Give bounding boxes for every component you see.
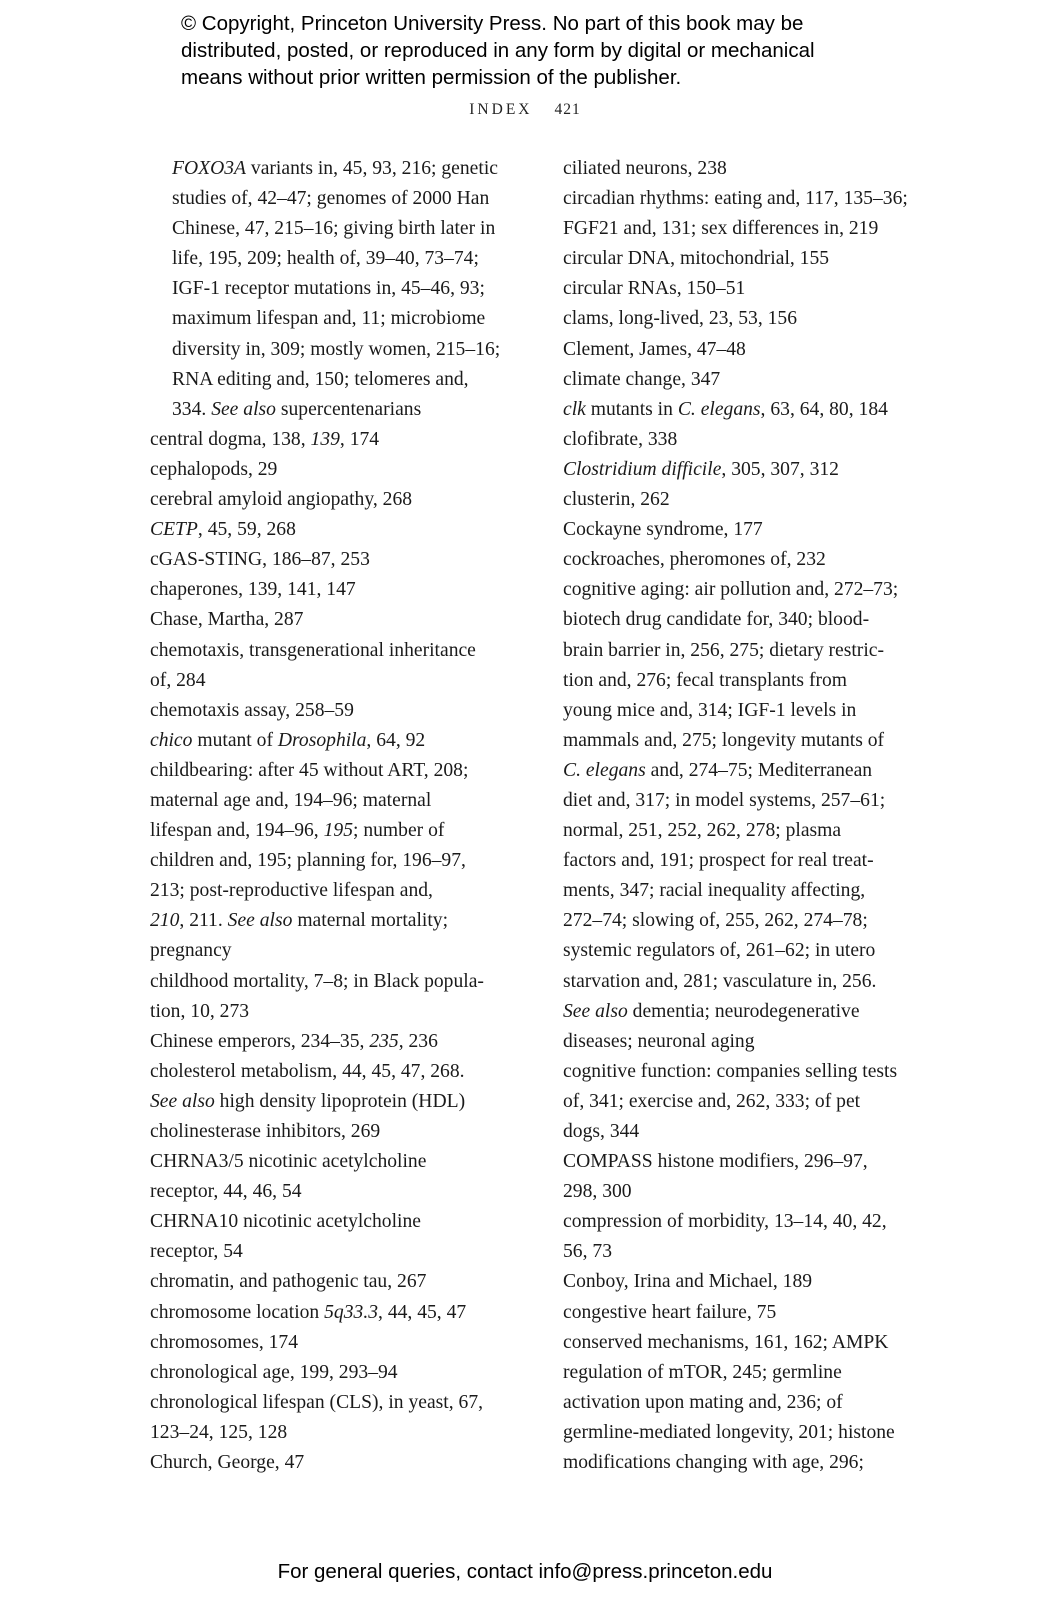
index-line: climate change, 347 [563,368,721,390]
index-line: germline-mediated longevity, 201; histone [563,1421,895,1443]
index-entry [150,1358,525,1388]
copyright-notice [181,10,1001,91]
index-entry [563,515,943,545]
index-line: C. elegans and, 274–75; Mediterranean [563,759,873,781]
index-entry [563,304,943,334]
index-line: 123–24, 125, 128 [150,1421,288,1443]
index-entry [150,425,525,455]
index-entry [150,485,525,515]
copyright-line: distributed, posted, or reproduced in any form by digital or mechanical [181,39,815,62]
index-entry [563,455,943,485]
index-line: chemotaxis, transgenerational inheritance [150,639,476,661]
index-column-left [150,154,525,1478]
index-entry [150,726,525,756]
index-line: chromatin, and pathogenic tau, 267 [150,1271,427,1293]
index-entry [150,756,525,967]
index-line: circular RNAs, 150–51 [563,278,746,300]
index-entry [563,1057,943,1147]
index-line: chromosomes, 174 [150,1331,299,1353]
index-entry [563,1147,943,1207]
index-line: 272–74; slowing of, 255, 262, 274–78; [563,910,868,932]
index-entry [150,1027,525,1057]
index-entry [563,545,943,575]
index-line: cholinesterase inhibitors, 269 [150,1121,381,1142]
index-entry [563,365,943,395]
index-line: cephalopods, 29 [150,458,278,480]
index-line: mammals and, 275; longevity mutants of [563,729,885,751]
index-line: FOXO3A variants in, 45, 93, 216; genetic [172,158,498,179]
index-line: ciliated neurons, 238 [563,158,727,179]
index-entry [150,575,525,605]
index-entry [563,1267,943,1297]
copyright-line: means without prior written permission of the publisher. [181,66,682,89]
index-line: Clostridium difficile, 305, 307, 312 [563,458,839,480]
index-line: cognitive aging: air pollution and, 272–73; [563,579,899,601]
index-entry [150,1298,525,1328]
index-line: tion, 10, 273 [150,1000,250,1022]
index-line: diet and, 317; in model systems, 257–61; [563,789,886,811]
index-line: clams, long-lived, 23, 53, 156 [563,308,798,330]
index-line: 334. See also supercentenarians [172,398,422,420]
index-entry [150,1207,525,1267]
index-line: circular DNA, mitochondrial, 155 [563,248,830,270]
index-line: maternal age and, 194–96; maternal [150,789,432,811]
index-entry [563,274,943,304]
index-column-right [563,154,943,1478]
index-entry [150,154,525,425]
index-entry [563,1298,943,1328]
index-line: maximum lifespan and, 11; microbiome [172,308,486,330]
index-line: CETP, 45, 59, 268 [150,519,296,541]
index-line: cerebral amyloid angiopathy, 268 [150,489,413,511]
index-line: See also dementia; neurodegenerative [563,1000,860,1022]
index-line: chico mutant of Drosophila, 64, 92 [150,729,426,751]
index-line: compression of morbidity, 13–14, 40, 42, [563,1211,887,1233]
index-line: brain barrier in, 256, 275; dietary restric- [563,639,885,661]
index-line: central dogma, 138, 139, 174 [150,428,380,450]
index-line: 213; post-reproductive lifespan and, [150,880,433,902]
index-line: 210, 211. See also maternal mortality; [150,910,449,932]
index-line: regulation of mTOR, 245; germline [563,1361,842,1383]
index-line: Conboy, Irina and Michael, 189 [563,1271,813,1293]
index-line: clk mutants in C. elegans, 63, 64, 80, 184 [563,398,888,420]
index-line: COMPASS histone modifiers, 296–97, [563,1151,868,1173]
index-line: diseases; neuronal aging [563,1030,755,1052]
index-entry [150,1057,525,1117]
index-entry [150,1388,525,1448]
index-entry [563,154,943,184]
index-line: tion and, 276; fecal transplants from [563,669,848,691]
index-line: Cockayne syndrome, 177 [563,519,763,541]
index-line: circadian rhythms: eating and, 117, 135–36; [563,188,908,210]
index-line: receptor, 54 [150,1241,243,1263]
index-entry [563,244,943,274]
index-line: cockroaches, pheromones of, 232 [563,549,826,571]
index-entry [563,575,943,1057]
running-head [0,101,1050,119]
index-entry [150,545,525,575]
index-line: 298, 300 [563,1181,632,1203]
index-line: systemic regulators of, 261–62; in utero [563,940,876,962]
copyright-line: © Copyright, Princeton University Press. No part of this book may be [181,12,804,35]
index-line: CHRNA3/5 nicotinic acetylcholine [150,1151,427,1173]
index-entry [563,335,943,365]
index-line: FGF21 and, 131; sex differences in, 219 [563,218,879,240]
index-entry [150,1117,525,1147]
index-line: congestive heart failure, 75 [563,1301,777,1323]
index-line: dogs, 344 [563,1121,640,1142]
index-line: CHRNA10 nicotinic acetylcholine [150,1211,421,1233]
index-entry [150,636,525,696]
index-line: biotech drug candidate for, 340; blood- [563,609,870,631]
index-line: chaperones, 139, 141, 147 [150,579,356,601]
index-line: 56, 73 [563,1241,612,1263]
index-line: Chinese, 47, 215–16; giving birth later in [172,218,496,240]
index-entry [150,455,525,485]
index-entry [150,605,525,635]
index-line: normal, 251, 252, 262, 278; plasma [563,820,842,842]
index-line: conserved mechanisms, 161, 162; AMPK [563,1331,889,1353]
section-label: INDEX [469,101,533,118]
index-line: childhood mortality, 7–8; in Black popula- [150,970,484,992]
index-line: Clement, James, 47–48 [563,338,746,360]
index-line: Chase, Martha, 287 [150,609,304,631]
index-entry [563,1207,943,1267]
index-entry [150,1267,525,1297]
index-entry [150,1147,525,1207]
index-entry [150,967,525,1027]
index-line: childbearing: after 45 without ART, 208; [150,759,469,781]
index-line: lifespan and, 194–96, 195; number of [150,820,445,842]
page-number: 421 [554,101,581,118]
index-line: starvation and, 281; vasculature in, 256. [563,970,877,992]
index-line: children and, 195; planning for, 196–97, [150,850,466,872]
index-line: chronological age, 199, 293–94 [150,1361,398,1383]
index-line: Chinese emperors, 234–35, 235, 236 [150,1030,438,1052]
index-line: chronological lifespan (CLS), in yeast, 67, [150,1391,484,1413]
index-line: activation upon mating and, 236; of [563,1391,843,1413]
index-line: studies of, 42–47; genomes of 2000 Han [172,188,490,210]
index-line: cholesterol metabolism, 44, 45, 47, 268. [150,1060,465,1082]
index-line: diversity in, 309; mostly women, 215–16; [172,338,501,360]
index-entry [563,1328,943,1478]
index-line: clofibrate, 338 [563,428,678,450]
index-line: IGF-1 receptor mutations in, 45–46, 93; [172,278,485,300]
footer-contact: For general queries, contact info@press.princeton.edu [277,1560,773,1583]
index-line: Church, George, 47 [150,1452,305,1474]
index-line: of, 284 [150,669,206,691]
index-line: cognitive function: companies selling tests [563,1060,898,1082]
index-entry [563,425,943,455]
index-entry [150,1328,525,1358]
index-line: modifications changing with age, 296; [563,1452,864,1474]
index-line: See also high density lipoprotein (HDL) [150,1090,466,1112]
index-entry [563,184,943,244]
index-line: chemotaxis assay, 258–59 [150,699,354,721]
index-line: ments, 347; racial inequality affecting, [563,880,866,902]
index-line: receptor, 44, 46, 54 [150,1181,302,1203]
index-line: pregnancy [150,940,232,962]
index-line: factors and, 191; prospect for real treat- [563,850,874,872]
index-line: cGAS-STING, 186–87, 253 [150,549,370,571]
index-entry [150,696,525,726]
index-entry [150,1448,525,1478]
index-line: clusterin, 262 [563,489,670,511]
index-line: young mice and, 314; IGF-1 levels in [563,699,857,721]
index-line: RNA editing and, 150; telomeres and, [172,368,469,390]
index-entry [563,485,943,515]
index-line: of, 341; exercise and, 262, 333; of pet [563,1090,861,1112]
index-entry [150,515,525,545]
index-line: life, 195, 209; health of, 39–40, 73–74; [172,248,479,270]
index-entry [563,395,943,425]
index-line: chromosome location 5q33.3, 44, 45, 47 [150,1301,467,1323]
